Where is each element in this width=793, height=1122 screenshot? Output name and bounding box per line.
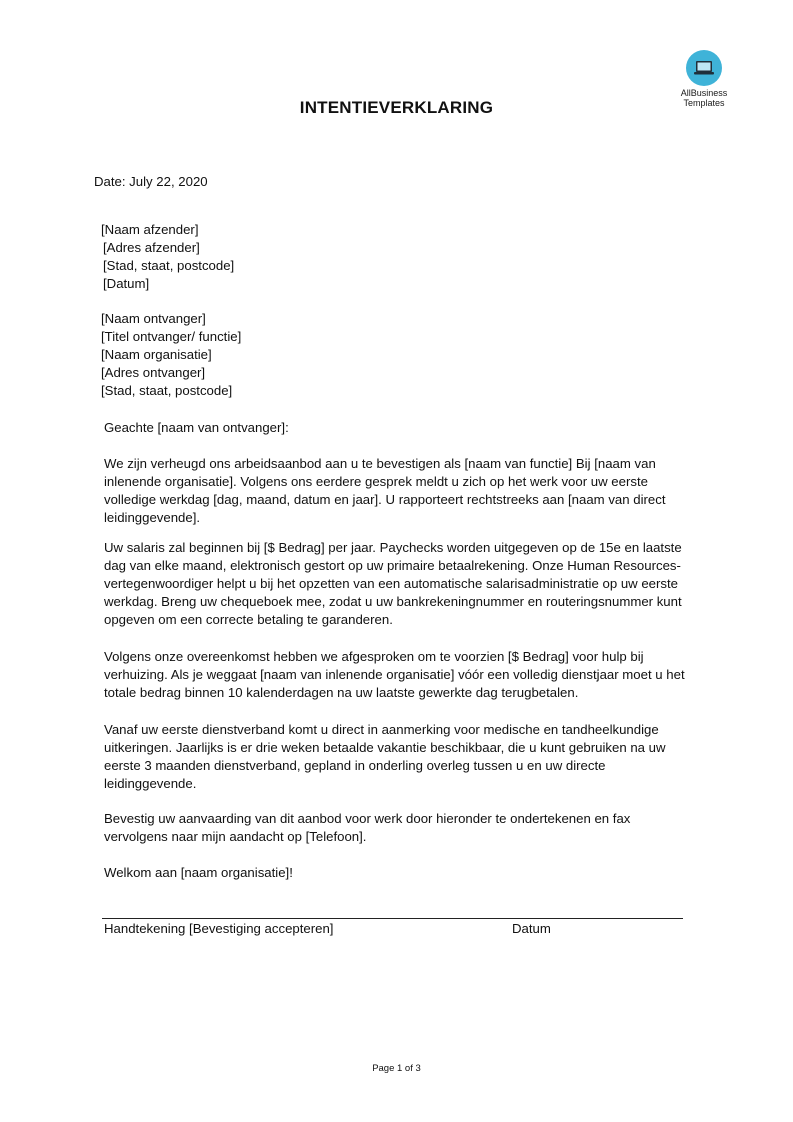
paragraph-text: Vanaf uw eerste dienstverband komt u direct in aanmerking voor medische en tandheelkundige uitkeringen. Jaarlijks is er drie weken betaalde vakantie beschikbaar, die u kunt gebruiken na uw eerste 3 maanden dienstverband, gepland in onderling overleg tussen u en uw directe leidinggevende. [104,722,666,791]
logo-line-2: Templates [683,98,725,108]
laptop-icon [694,59,714,77]
sender-line: [Datum] [103,276,150,291]
paragraph-text: Uw salaris zal beginnen bij [$ Bedrag] per jaar. Paychecks worden uitgegeven op de 15e en laatste dag van elke maand, elektronisch gestort op uw primaire betaalrekening. Onze Human Resources-vertegenwoordiger helpt u bij het opzetten van een automatische salarisadministratie op uw eerste werkdag. Breng uw chequeboek mee, zodat u uw bankrekeningnummer en routeringsnummer kunt opgeven om een correcte betaling te garanderen. [104,540,682,627]
signature-line [102,918,683,919]
closing-line: Welkom aan [naam organisatie]! [104,865,293,880]
sender-line: [Adres afzender] [103,240,200,255]
paragraph [104,539,694,629]
recipient-line: [Adres ontvanger] [101,365,206,380]
paragraph-text: We zijn verheugd ons arbeidsaanbod aan u te bevestigen als [naam van functie] Bij [naam van inlenende organisatie]. Volgens ons eerdere gesprek meldt u zich op het werk voor uw eerste volledige werkdag [dag, maand, datum en jaar]. U rapporteert rechtstreeks aan [naam van direct leidinggevende]. [104,456,666,525]
signature-label: Handtekening [Bevestiging accepteren] [104,921,334,936]
paragraph [104,648,694,702]
paragraph-text: Bevestig uw aanvaarding van dit aanbod voor werk door hieronder te ondertekenen en fax vervolgens naar mijn aandacht op [Telefoon]. [104,811,631,844]
document-title: INTENTIEVERKLARING [299,98,494,117]
recipient-line: [Naam organisatie] [101,347,212,362]
page-number: Page 1 of 3 [372,1063,421,1074]
sender-line: [Naam afzender] [101,222,199,237]
recipient-line: [Stad, staat, postcode] [101,383,233,398]
signature-date-label: Datum [512,921,551,936]
paragraph [104,455,694,527]
sender-line: [Stad, staat, postcode] [103,258,235,273]
paragraph [104,810,694,846]
paragraph [104,721,694,793]
logo-line-1: AllBusiness [680,88,728,98]
letter-date: Date: July 22, 2020 [94,174,208,189]
paragraph-text: Volgens onze overeenkomst hebben we afgesproken om te voorzien [$ Bedrag] voor hulp bij verhuizing. Als je weggaat [naam van inlenende organisatie] vóór een volledig dienstjaar moet u het totale bedrag binnen 10 kalenderdagen na uw laatste gewerkte dag terugbetalen. [104,649,685,700]
logo-circle [686,50,722,86]
recipient-line: [Naam ontvanger] [101,311,206,326]
recipient-line: [Titel ontvanger/ functie] [101,329,242,344]
salutation: Geachte [naam van ontvanger]: [104,420,289,435]
